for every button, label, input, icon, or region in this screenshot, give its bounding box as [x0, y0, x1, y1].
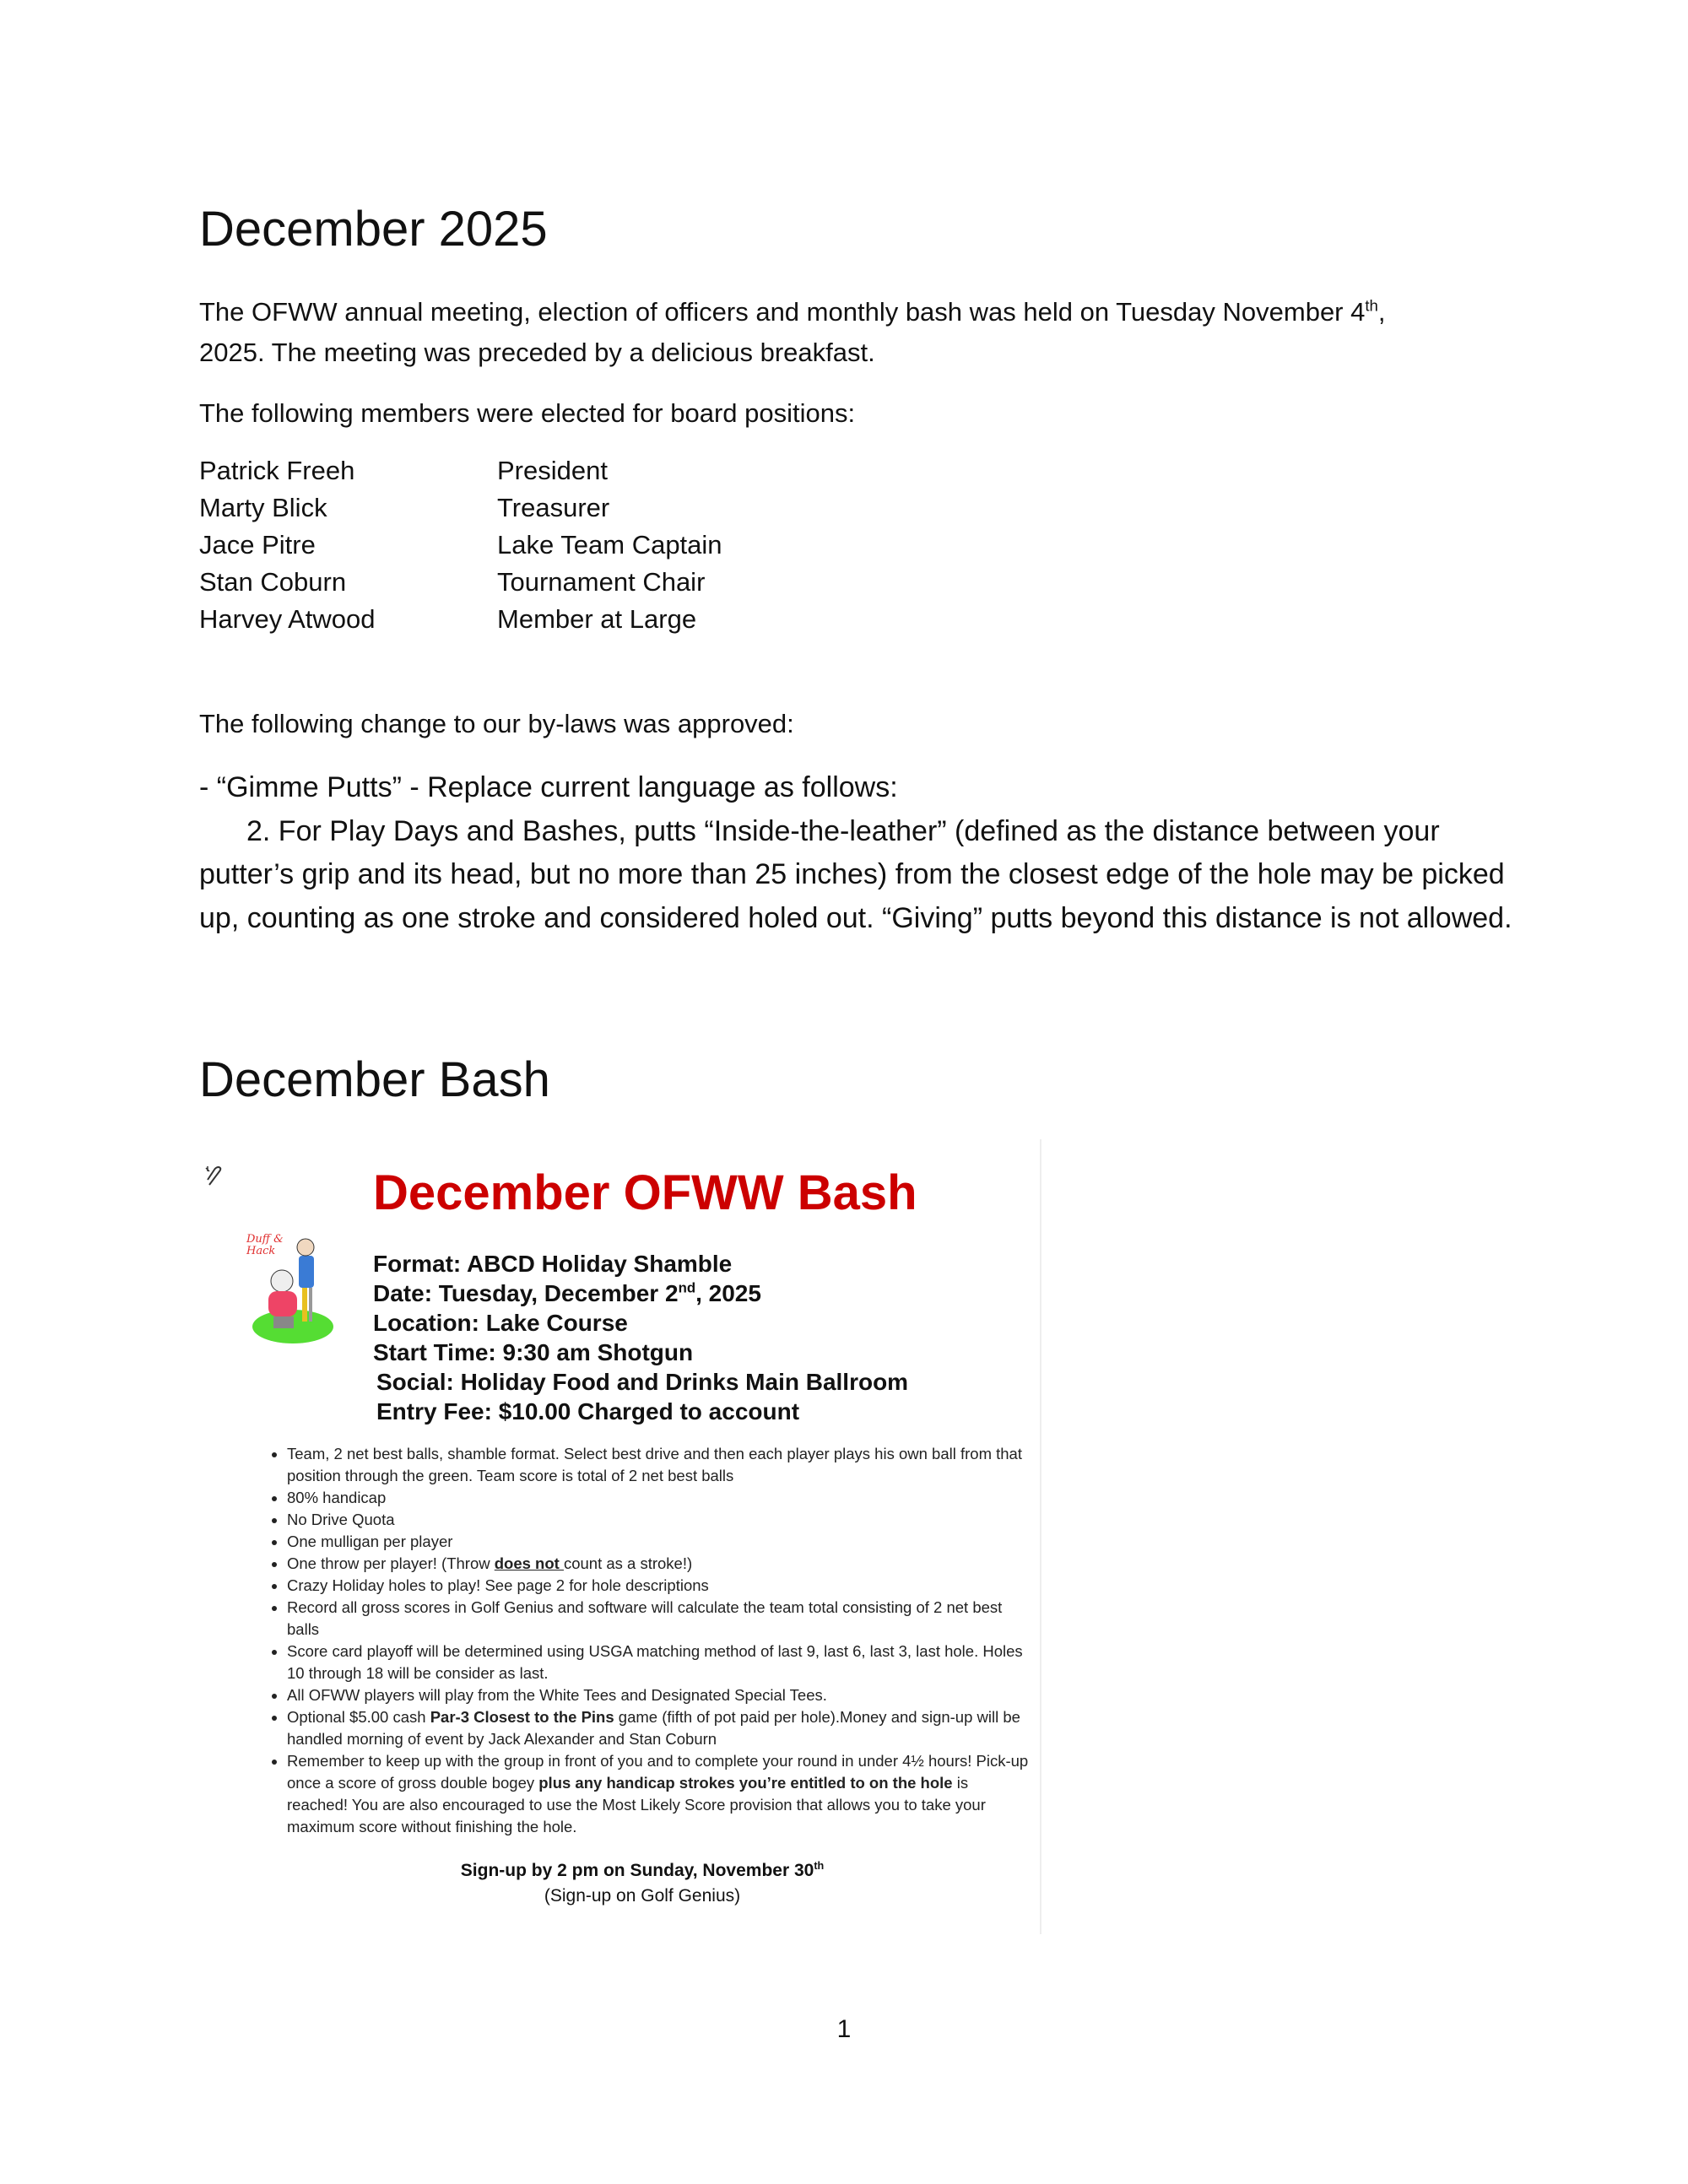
members-intro: The following members were elected for board positions:: [199, 398, 856, 428]
paperclip-icon: [204, 1165, 225, 1188]
bylaw-change: [199, 766, 1516, 940]
intro-line-1: The OFWW annual meeting, election of officers and monthly bash was held on Tuesday November 4: [199, 297, 1366, 327]
bylaw-text: 2. For Play Days and Bashes, putts “Inside-the-leather” (defined as the distance between your putter’s grip and its head, but no more than 25 inches) from the closest edge of the hole may be picked up, counting as one stroke and considered holed out. “Giving” putts beyond this distance is not allowed.: [199, 814, 1512, 934]
officer-row: [199, 604, 697, 635]
rule-item: [287, 1553, 1030, 1575]
location-line: Location: Lake Course: [373, 1310, 628, 1336]
officer-row: [199, 530, 722, 560]
signup-note: (Sign-up on Golf Genius): [544, 1886, 741, 1906]
officer-name: Patrick Freeh: [199, 456, 355, 485]
page-number: 1: [836, 2015, 852, 2043]
officer-name: Harvey Atwood: [199, 604, 376, 634]
signup-deadline: [199, 1858, 1085, 1884]
intro-paragraph: [199, 292, 1386, 373]
rule-item: • Team, 2 net best balls, shamble format. Select best drive and then each player plays his own ball from that position through the green. Team score is total of 2 net best balls: [287, 1443, 1030, 1487]
rule-item: • 80% handicap: [287, 1487, 1030, 1509]
ctp-post: game (fifth of pot paid per hole).Money and sign-up will be handled morning of event by Jack Alexander and Stan Coburn: [287, 1708, 1020, 1748]
officer-role: Lake Team Captain: [497, 530, 722, 560]
intro-sup: th: [1365, 296, 1378, 315]
format-line: [373, 1249, 908, 1279]
date-text: Date: Tuesday, December 2: [373, 1280, 679, 1306]
officer-row: [199, 567, 706, 597]
format-label: Format: [373, 1251, 453, 1277]
officer-role: Treasurer: [497, 493, 610, 522]
rule-item: • All OFWW players will play from the White Tees and Designated Special Tees.: [287, 1684, 1030, 1706]
officer-row: [199, 456, 608, 486]
event-details: [373, 1249, 908, 1426]
throw-post: count as a stroke!): [563, 1554, 693, 1572]
bylaws-intro: The following change to our by-laws was approved:: [199, 709, 794, 738]
throw-bold: does not: [494, 1554, 564, 1572]
signup-text: Sign-up by 2 pm on Sunday, November 30: [460, 1861, 814, 1880]
officer-role: President: [497, 456, 608, 485]
signup-block: [199, 1858, 1085, 1909]
bylaw-title: - “Gimme Putts” - Replace current language as follows:: [199, 771, 898, 803]
ctp-pre: Optional $5.00 cash: [287, 1708, 430, 1726]
officer-name: Marty Blick: [199, 493, 327, 522]
start-time-line: Start Time: 9:30 am Shotgun: [373, 1339, 694, 1365]
date-sup: nd: [678, 1279, 696, 1296]
officer-row: [199, 493, 610, 523]
rules-list: [250, 1443, 1030, 1838]
officer-role: Member at Large: [497, 604, 697, 634]
format-value: : ABCD Holiday Shamble: [452, 1251, 733, 1277]
flyer-title: December OFWW Bash: [373, 1165, 917, 1220]
bash-flyer: [199, 1139, 1041, 1934]
bash-heading: December Bash: [199, 1052, 550, 1107]
date-end: , 2025: [695, 1280, 761, 1306]
intro-line-1-end: ,: [1377, 297, 1386, 327]
throw-pre: One throw per player! (Throw: [287, 1554, 495, 1572]
pace-bold: plus any handicap strokes you’re entitled to on the hole: [538, 1774, 953, 1792]
rule-item: [287, 1706, 1030, 1750]
duff-and-hack-logo: [246, 1232, 339, 1346]
ctp-bold: Par-3 Closest to the Pins: [430, 1708, 614, 1726]
pace-pre: Remember to keep up with the group in front of you and to complete your round in under 4½ hours! Pick-up once a score of gross double bogey: [287, 1752, 1029, 1792]
date-line: [373, 1279, 908, 1308]
rule-item: • Score card playoff will be determined using USGA matching method of last 9, last 6, last 3, last hole. Holes 10 through 18 will be consider as last.: [287, 1641, 1030, 1684]
rule-item: • No Drive Quota: [287, 1509, 1030, 1531]
section-heading: December 2025: [199, 202, 548, 257]
intro-line-2: 2025. The meeting was preceded by a delicious breakfast.: [199, 338, 875, 367]
officer-role: Tournament Chair: [497, 567, 706, 597]
logo-text: Duff & Hack: [246, 1233, 284, 1257]
entry-fee-line: Entry Fee: $10.00 Charged to account: [376, 1398, 800, 1424]
officer-name: Stan Coburn: [199, 567, 347, 597]
signup-sup: th: [814, 1860, 825, 1872]
rule-item: • Record all gross scores in Golf Genius and software will calculate the team total consisting of 2 net best balls: [287, 1597, 1030, 1641]
rule-item: • One mulligan per player: [287, 1531, 1030, 1553]
rule-item: [287, 1750, 1030, 1838]
pace-post: is reached! You are also encouraged to use the Most Likely Score provision that allows you to take your maximum score without finishing the hole.: [287, 1774, 986, 1835]
rule-item: • Crazy Holiday holes to play! See page 2 for hole descriptions: [287, 1575, 1030, 1597]
officer-name: Jace Pitre: [199, 530, 316, 560]
social-line: Social: Holiday Food and Drinks Main Ballroom: [376, 1369, 909, 1395]
